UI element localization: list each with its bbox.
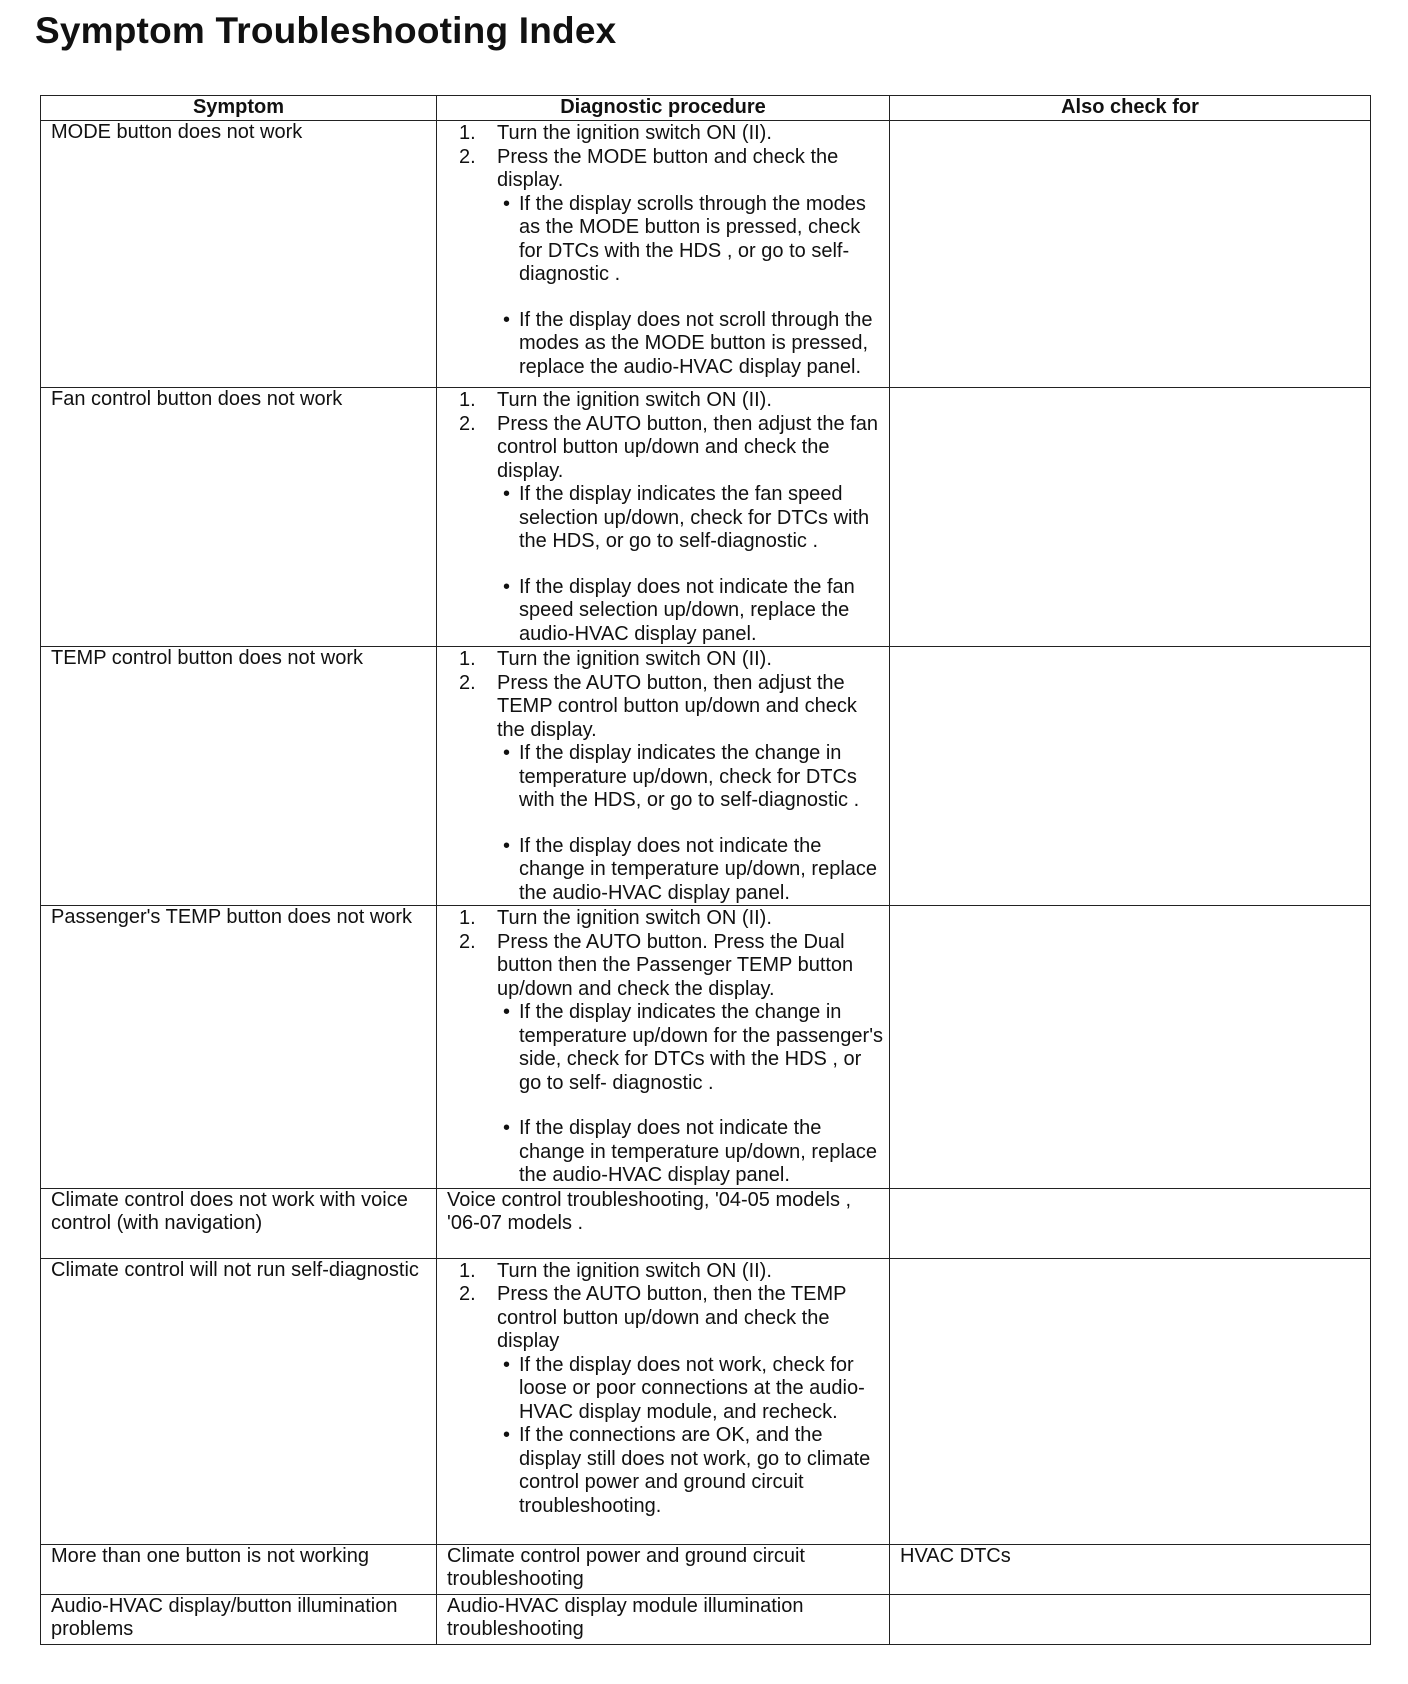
- table-row: [41, 906, 1371, 1189]
- header-row: [41, 96, 1371, 121]
- symptom-cell: Fan control button does not work: [41, 388, 437, 647]
- symptom-cell: More than one button is not working: [41, 1544, 437, 1594]
- table-row: [41, 1258, 1371, 1544]
- procedure-cell: Audio-HVAC display module illumination troubleshooting: [437, 1594, 890, 1644]
- step-item: 2. Press the MODE button and check the display. • If the display scrolls through the modes as the MODE button is pressed, check for DTCs with the HDS , or go to self-diagnostic . • If the display does not scroll through the modes as the MODE button is pressed, replace the audio-HVAC display panel.: [459, 146, 889, 380]
- bullet-item: • If the display indicates the change in temperature up/down for the passenger's side, check for DTCs with the HDS , or go to self- diagnostic .: [501, 1001, 889, 1095]
- symptom-cell: Climate control does not work with voice control (with navigation): [41, 1188, 437, 1258]
- step-item: 2. Press the AUTO button, then adjust the fan control button up/down and check the display. • If the display indicates the fan speed selection up/down, check for DTCs with the HDS, or go to self-diagnostic . • If the display does not indicate the fan speed selection up/down, replace the audio-HVAC display panel.: [459, 413, 889, 647]
- procedure-cell: [437, 121, 890, 388]
- bullet-item: • If the display indicates the fan speed selection up/down, check for DTCs with the HDS, or go to self-diagnostic .: [501, 483, 889, 554]
- symptom-cell: Climate control will not run self-diagnostic: [41, 1258, 437, 1544]
- table-row: [41, 1594, 1371, 1644]
- also-check-cell: [890, 1258, 1371, 1544]
- table-row: [41, 121, 1371, 388]
- bullet-item: • If the display does not indicate the fan speed selection up/down, replace the audio-HVAC display panel.: [501, 576, 889, 647]
- bullet-item: • If the display does not work, check for loose or poor connections at the audio-HVAC display module, and recheck.: [501, 1354, 889, 1425]
- header-also-check: Also check for: [890, 96, 1371, 121]
- bullet-item: • If the connections are OK, and the display still does not work, go to climate control power and ground circuit troubleshooting.: [501, 1424, 889, 1518]
- step-item: 1. Turn the ignition switch ON (II).: [459, 1259, 772, 1282]
- also-check-cell: [890, 906, 1371, 1189]
- procedure-cell: [437, 1258, 890, 1544]
- table-row: [41, 388, 1371, 647]
- also-check-cell: HVAC DTCs: [890, 1544, 1371, 1594]
- also-check-cell: [890, 388, 1371, 647]
- symptom-cell: Audio-HVAC display/button illumination problems: [41, 1594, 437, 1644]
- bullet-item: • If the display scrolls through the modes as the MODE button is pressed, check for DTCs with the HDS , or go to self-diagnostic .: [501, 193, 889, 287]
- step-item: 2. Press the AUTO button, then adjust the TEMP control button up/down and check the display. • If the display indicates the change in temperature up/down, check for DTCs with the HDS, or go to self-diagnostic . • If the display does not indicate the change in temperature up/down, replace the audio-HVAC display panel.: [459, 672, 889, 906]
- also-check-cell: [890, 647, 1371, 906]
- step-item: 1. Turn the ignition switch ON (II).: [459, 389, 772, 411]
- bullet-item: • If the display does not scroll through the modes as the MODE button is pressed, replace the audio-HVAC display panel.: [501, 309, 889, 380]
- table-row: [41, 647, 1371, 906]
- procedure-cell: Climate control power and ground circuit troubleshooting: [437, 1544, 890, 1594]
- symptom-cell: Passenger's TEMP button does not work: [41, 906, 437, 1189]
- step-item: 1. Turn the ignition switch ON (II).: [459, 648, 772, 670]
- symptom-cell: TEMP control button does not work: [41, 647, 437, 906]
- also-check-cell: [890, 1594, 1371, 1644]
- bullet-item: • If the display does not indicate the change in temperature up/down, replace the audio-HVAC display panel.: [501, 835, 889, 906]
- bullet-item: • If the display does not indicate the change in temperature up/down, replace the audio-HVAC display panel.: [501, 1117, 889, 1188]
- step-item: 1. Turn the ignition switch ON (II).: [459, 907, 772, 929]
- procedure-cell: [437, 647, 890, 906]
- step-item: 1. Turn the ignition switch ON (II).: [459, 122, 772, 144]
- step-item: 2. Press the AUTO button. Press the Dual button then the Passenger TEMP button up/down and check the display. • If the display indicates the change in temperature up/down for the passenger's side, check for DTCs with the HDS , or go to self- diagnostic . • If the display does not indicate the change in temperature up/down, replace the audio-HVAC display panel.: [459, 931, 889, 1188]
- header-symptom: Symptom: [41, 96, 437, 121]
- also-check-cell: [890, 1188, 1371, 1258]
- symptom-table: [40, 95, 1371, 1645]
- symptom-cell: MODE button does not work: [41, 121, 437, 388]
- procedure-cell: [437, 388, 890, 647]
- bullet-item: • If the display indicates the change in temperature up/down, check for DTCs with the HDS, or go to self-diagnostic .: [501, 742, 889, 813]
- page-title: Symptom Troubleshooting Index: [35, 10, 617, 51]
- procedure-cell: Voice control troubleshooting, '04-05 models , '06-07 models .: [437, 1188, 890, 1258]
- step-item: 2. Press the AUTO button, then the TEMP control button up/down and check the display • If the display does not work, check for loose or poor connections at the audio-HVAC display module, and recheck. • If the connections are OK, and the display still does not work, go to climate control power and ground circuit troubleshooting.: [459, 1283, 889, 1518]
- also-check-cell: [890, 121, 1371, 388]
- procedure-cell: [437, 906, 890, 1189]
- table-row: [41, 1544, 1371, 1594]
- header-procedure: Diagnostic procedure: [437, 96, 890, 121]
- table-row: [41, 1188, 1371, 1258]
